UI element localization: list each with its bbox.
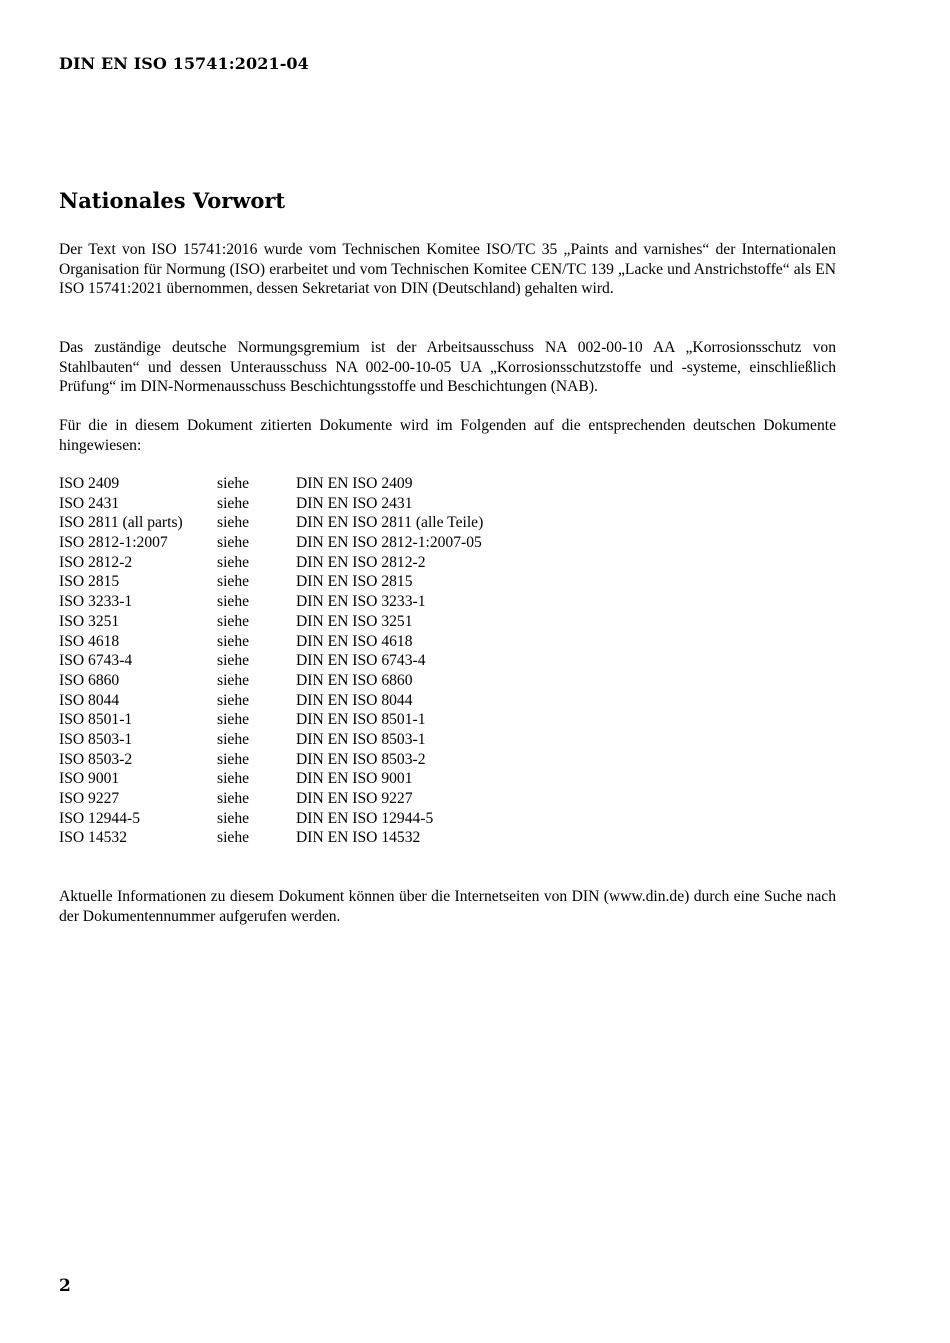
reference-din-number: DIN EN ISO 3233-1 bbox=[296, 593, 426, 611]
reference-iso-number: ISO 6860 bbox=[59, 671, 120, 689]
reference-siehe-label: siehe bbox=[217, 494, 250, 512]
reference-din-number: DIN EN ISO 14532 bbox=[296, 829, 421, 847]
reference-siehe-label: siehe bbox=[217, 730, 250, 748]
reference-siehe-label: siehe bbox=[217, 750, 250, 768]
reference-iso-number: ISO 9227 bbox=[59, 790, 120, 807]
reference-siehe-label: siehe bbox=[217, 593, 250, 611]
reference-iso-number: ISO 8044 bbox=[59, 691, 120, 709]
reference-iso-number: ISO 2431 bbox=[59, 494, 120, 512]
reference-row bbox=[59, 828, 596, 848]
reference-row bbox=[59, 533, 596, 553]
reference-siehe-label: siehe bbox=[217, 573, 250, 591]
reference-iso-number: ISO 8501-1 bbox=[59, 711, 133, 729]
reference-iso-number: ISO 4618 bbox=[59, 632, 120, 650]
reference-iso-number: ISO 8503-2 bbox=[59, 750, 133, 768]
reference-din-number: DIN EN ISO 2409 bbox=[296, 475, 413, 492]
reference-iso-number: ISO 2815 bbox=[59, 573, 120, 591]
reference-iso-number: ISO 12944-5 bbox=[59, 809, 140, 827]
reference-row bbox=[59, 651, 596, 671]
reference-row bbox=[59, 671, 596, 691]
section-title: Nationales Vorwort bbox=[59, 188, 286, 213]
reference-din-number: DIN EN ISO 2431 bbox=[296, 494, 413, 512]
reference-siehe-label: siehe bbox=[217, 632, 250, 650]
reference-iso-number: ISO 2811 (all parts) bbox=[59, 514, 183, 532]
reference-din-number: DIN EN ISO 9001 bbox=[296, 770, 413, 788]
reference-iso-number: ISO 8503-1 bbox=[59, 730, 133, 748]
reference-row bbox=[59, 809, 596, 829]
page-number: 2 bbox=[59, 1276, 71, 1296]
reference-siehe-label: siehe bbox=[217, 671, 250, 689]
reference-row bbox=[59, 730, 596, 750]
reference-siehe-label: siehe bbox=[217, 553, 250, 571]
reference-siehe-label: siehe bbox=[217, 652, 250, 670]
reference-row bbox=[59, 750, 596, 770]
reference-din-number: DIN EN ISO 2811 (alle Teile) bbox=[296, 514, 484, 532]
reference-siehe-label: siehe bbox=[217, 475, 250, 492]
reference-iso-number: ISO 3251 bbox=[59, 612, 120, 630]
reference-row bbox=[59, 612, 596, 632]
reference-din-number: DIN EN ISO 8503-1 bbox=[296, 730, 426, 748]
reference-din-number: DIN EN ISO 3251 bbox=[296, 612, 413, 630]
paragraph-further-info: Aktuelle Informationen zu diesem Dokument können über die Internetseiten von DIN (www.din.de) durch eine Suche nach der Dokumentennummer aufgerufen werden. bbox=[59, 888, 836, 925]
reference-siehe-label: siehe bbox=[217, 691, 250, 709]
reference-siehe-label: siehe bbox=[217, 829, 250, 847]
reference-siehe-label: siehe bbox=[217, 809, 250, 827]
reference-row bbox=[59, 632, 596, 652]
reference-iso-number: ISO 2812-2 bbox=[59, 553, 133, 571]
reference-din-number: DIN EN ISO 4618 bbox=[296, 632, 413, 650]
reference-row bbox=[59, 592, 596, 612]
reference-iso-number: ISO 6743-4 bbox=[59, 652, 133, 670]
reference-row bbox=[59, 474, 596, 494]
reference-din-number: DIN EN ISO 6860 bbox=[296, 671, 413, 689]
reference-siehe-label: siehe bbox=[217, 514, 250, 532]
reference-din-number: DIN EN ISO 12944-5 bbox=[296, 809, 434, 827]
reference-row bbox=[59, 691, 596, 711]
reference-siehe-label: siehe bbox=[217, 790, 250, 807]
reference-din-number: DIN EN ISO 9227 bbox=[296, 790, 413, 807]
reference-din-number: DIN EN ISO 2815 bbox=[296, 573, 413, 591]
reference-row bbox=[59, 769, 596, 789]
reference-din-number: DIN EN ISO 8503-2 bbox=[296, 750, 426, 768]
reference-din-number: DIN EN ISO 2812-2 bbox=[296, 553, 426, 571]
reference-iso-number: ISO 2812-1:2007 bbox=[59, 534, 168, 552]
document-id-header: DIN EN ISO 15741:2021-04 bbox=[59, 54, 309, 73]
reference-siehe-label: siehe bbox=[217, 534, 250, 552]
reference-siehe-label: siehe bbox=[217, 612, 250, 630]
reference-row bbox=[59, 553, 596, 573]
reference-list bbox=[59, 474, 596, 848]
reference-din-number: DIN EN ISO 8044 bbox=[296, 691, 413, 709]
reference-siehe-label: siehe bbox=[217, 711, 250, 729]
reference-iso-number: ISO 9001 bbox=[59, 770, 120, 788]
reference-row bbox=[59, 572, 596, 592]
reference-row bbox=[59, 513, 596, 533]
reference-siehe-label: siehe bbox=[217, 770, 250, 788]
reference-din-number: DIN EN ISO 6743-4 bbox=[296, 652, 426, 670]
paragraph-committee: Das zuständige deutsche Normungsgremium ist der Arbeitsausschuss NA 002-00-10 AA „Korrosionsschutz von Stahlbauten“ und dessen Unterausschuss NA 002-00-10-05 UA „Korrosionsschutzstoffe und -systeme, einschließlich Prüfung“ im DIN-Normenausschuss Beschichtungsstoffe und Beschichtungen (NAB). bbox=[59, 339, 836, 395]
paragraph-references-intro: Für die in diesem Dokument zitierten Dokumente wird im Folgenden auf die entsprechenden deutschen Dokumente hingewiesen: bbox=[59, 417, 836, 454]
reference-iso-number: ISO 14532 bbox=[59, 829, 128, 847]
paragraph-origin: Der Text von ISO 15741:2016 wurde vom Technischen Komitee ISO/TC 35 „Paints and varnishes“ der Internationalen Organisation für Normung (ISO) erarbeitet und vom Technischen Komitee CEN/TC 139 „Lacke und Anstrichstoffe“ als EN ISO 15741:2021 übernommen, dessen Sekretariat von DIN (Deutschland) gehalten wird. bbox=[59, 241, 836, 297]
reference-din-number: DIN EN ISO 8501-1 bbox=[296, 711, 426, 729]
reference-iso-number: ISO 2409 bbox=[59, 475, 120, 492]
reference-row bbox=[59, 789, 596, 809]
reference-row bbox=[59, 710, 596, 730]
reference-iso-number: ISO 3233-1 bbox=[59, 593, 133, 611]
reference-row bbox=[59, 494, 596, 514]
reference-din-number: DIN EN ISO 2812-1:2007-05 bbox=[296, 534, 482, 552]
